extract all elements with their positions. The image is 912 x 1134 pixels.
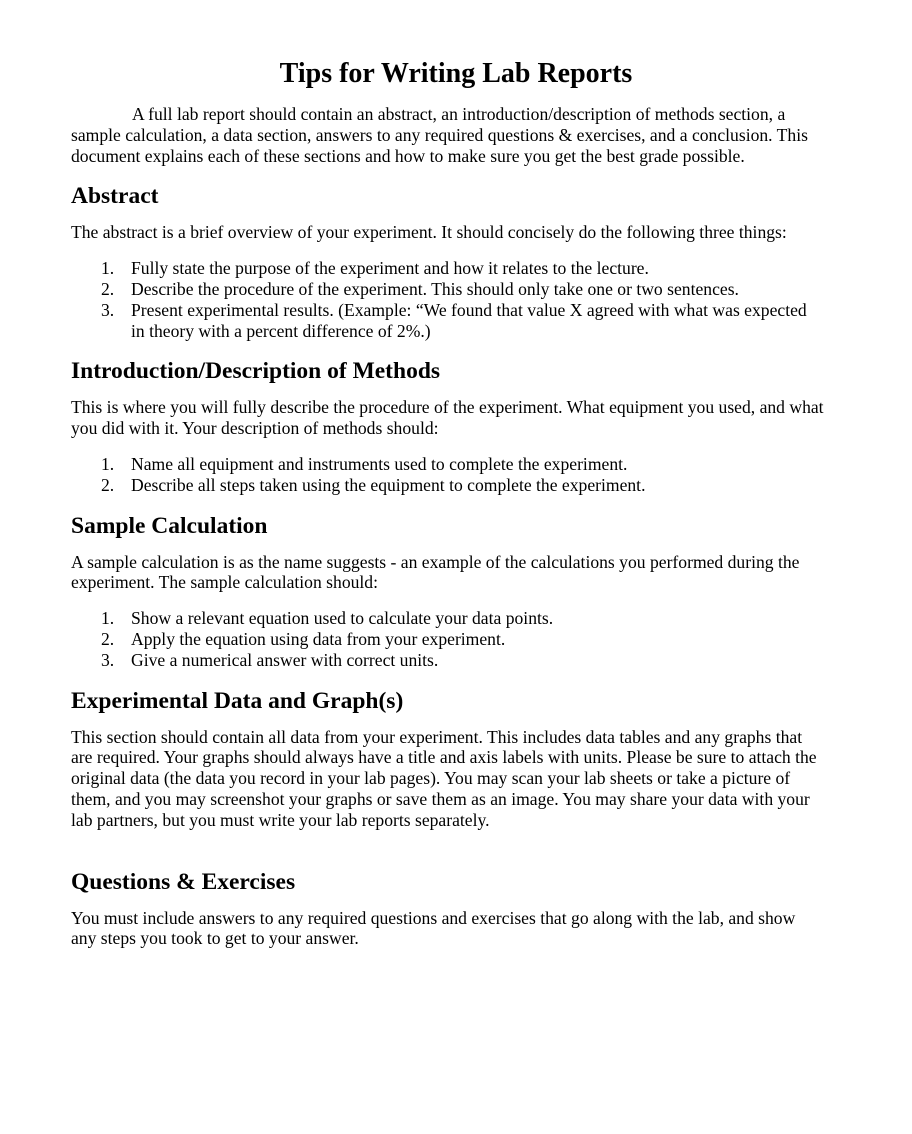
- abstract-paragraph: The abstract is a brief overview of your experiment. It should concisely do the following three things:: [71, 222, 787, 243]
- methods-list: [71, 454, 824, 496]
- list-item: [71, 650, 824, 671]
- list-text: Apply the equation using data from your experiment.: [131, 628, 506, 649]
- list-text: Give a numerical answer with correct units.: [131, 649, 439, 670]
- list-text: Present experimental results. (Example: “We found that value X agreed with what was expected in theory with a percent difference of 2%.): [131, 299, 807, 341]
- list-number: 2.: [101, 474, 115, 495]
- list-number: 2.: [101, 628, 115, 649]
- methods-paragraph: This is where you will fully describe the procedure of the experiment. What equipment you used, and what you did with it. Your description of methods should:: [71, 397, 824, 439]
- list-number: 3.: [101, 649, 115, 670]
- questions-paragraph: You must include answers to any required questions and exercises that go along with the lab, and show any steps you took to get to your answer.: [71, 907, 796, 949]
- list-number: 1.: [101, 608, 115, 629]
- sample-calculation-heading: Sample Calculation: [71, 512, 268, 539]
- sample-calculation-paragraph: A sample calculation is as the name suggests - an example of the calculations you performed during the experiment. The sample calculation should:: [71, 551, 800, 593]
- experimental-data-paragraph: This section should contain all data from your experiment. This includes data tables and any graphs that are required. Your graphs should always have a title and axis labels with units. Please be sure to attach the original data (the data you record in your lab pages). You may scan your lab sheets or take a picture of them, and you may screenshot your graphs or save them as an image. You may share your data with your lab partners, but you must write your lab reports separately.: [71, 726, 817, 830]
- questions-heading: Questions & Exercises: [71, 868, 296, 895]
- methods-heading: Introduction/Description of Methods: [71, 358, 441, 385]
- list-number: 2.: [101, 278, 115, 299]
- list-item: [71, 300, 824, 342]
- document-title: Tips for Writing Lab Reports: [279, 58, 633, 89]
- list-text: Fully state the purpose of the experiment and how it relates to the lecture.: [131, 258, 649, 279]
- list-item: [71, 608, 824, 629]
- list-number: 3.: [101, 299, 115, 320]
- list-text: Describe the procedure of the experiment. This should only take one or two sentences.: [131, 278, 739, 299]
- list-item: [71, 258, 824, 279]
- abstract-heading: Abstract: [71, 183, 159, 210]
- list-text: Show a relevant equation used to calculate your data points.: [131, 608, 554, 629]
- sample-calculation-list: [71, 608, 824, 670]
- experimental-data-heading: Experimental Data and Graph(s): [71, 687, 404, 714]
- list-item: [71, 629, 824, 650]
- list-text: Name all equipment and instruments used to complete the experiment.: [131, 453, 628, 474]
- list-text: Describe all steps taken using the equipment to complete the experiment.: [131, 474, 646, 495]
- abstract-list: [71, 258, 824, 341]
- list-item: [71, 279, 824, 300]
- list-item: [71, 454, 824, 475]
- list-number: 1.: [101, 258, 115, 279]
- intro-paragraph: A full lab report should contain an abstract, an introduction/description of methods section, a sample calculation, a data section, answers to any required questions & exercises, and a conclusion. This document explains each of these sections and how to make sure you get the best grade possible.: [71, 104, 808, 166]
- list-item: [71, 475, 824, 496]
- list-number: 1.: [101, 453, 115, 474]
